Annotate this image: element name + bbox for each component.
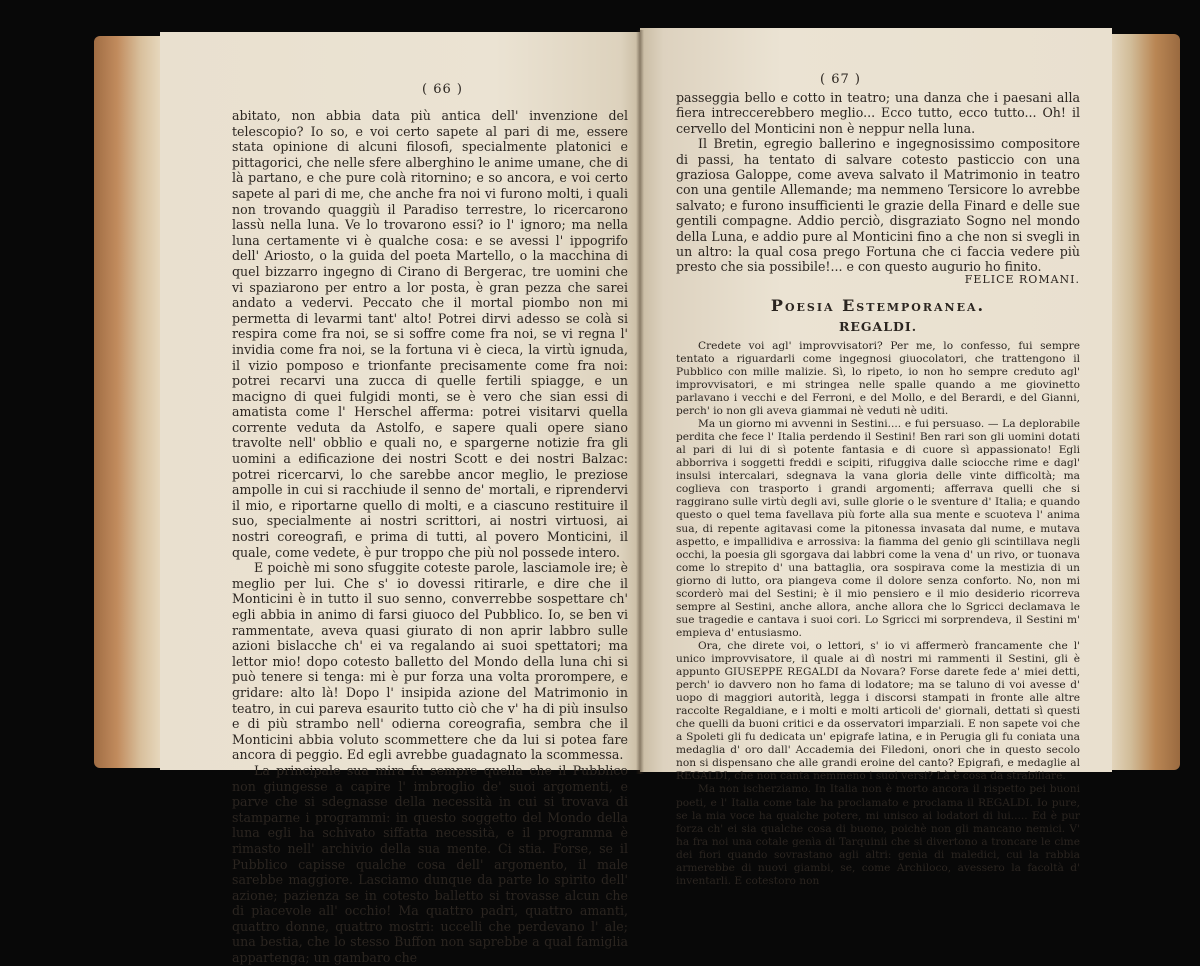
right-page-edges — [1110, 34, 1180, 770]
paragraph: Ora, che direte voi, o lettori, s' io vi affermerò francamente che l' unico improvvisatore, il quale ai dì nostri mi rammenti il Sestini, gli è appunto GIUSEPPE REGALDI da Novara? Forse darete fede a' miei detti, perch' io davvero non ho fama di lodatore; ma se taluno di voi avesse d' uopo di maggiori autorità, legga i discorsi stampati in fronte alle altre raccolte Regaldiane, e i molti e molti articoli de' giornali, dettati sì questi che quelli da buoni critici e da osservatori imparziali. E non sapete voi che a Spoleti gli fu dedicata un' epigrafe latina, e in Perugia gli fu coniata una medaglia d' oro dall' Accademia dei Filedoni, onori che in questo secolo non si dispensano che alle grandi eroine del canto? Epigrafi, e medaglie al REGALDI, che non canta nemmeno i suoi versi? Là è cosa da strabiliare. — [676, 639, 1080, 783]
paragraph: passeggia bello e cotto in teatro; una danza che i paesani alla fiera intreccerebbero meglio... Ecco tutto, ecco tutto... Oh! il cervello del Monticini non è neppur nella luna. — [676, 90, 1080, 136]
left-page-text — [232, 108, 628, 966]
paragraph: Ma un giorno mi avvenni in Sestini.... e fui persuaso. — La deplorabile perdita che fece l' Italia perdendo il Sestini! Ben rari son gli uomini dotati al pari di lui di sì potente fantasia e di cuore sì appassionato! Egli abborriva i soggetti freddi e scipiti, rifuggiva dalle sciocche rime e dagl' insulsi intercalari, sdegnava la vana gloria delle vinte difficoltà; ma coglieva con trasporto i grandi argomenti; afferrava quelli che si raggirano sulle virtù degli avi, sulle glorie o le sventure d' Italia; e quando questo o quel tema favellava più forte alla sua mente e scuoteva l' anima sua, di repente agitavasi come la pitonessa invasata dal nume, e mutava aspetto, e impallidiva e arrossiva: la fiamma del genio gli scintillava negli occhi, la poesia gli sgorgava dai labbri come la vena d' un rivo, or tuonava come lo strepito d' una battaglia, ora sospirava come la mestizia di un giorno di lutto, ora piangeva come il dolore senza conforto. No, non mi scorderò mai del Sestini; è il mio pensiero e il mio desiderio ricorreva sempre al Sestini, anche allora, anche allora che lo Sgricci declamava le sue tragedie e cantava i suoi cori. Lo Sgricci mi sorprendeva, il Sestini m' empieva d' entusiasmo. — [676, 418, 1080, 639]
paragraph: E poichè mi sono sfuggite coteste parole, lasciamole ire; è meglio per lui. Che s' io dovessi ritirarle, e dire che il Monticini è in tutto il suo senno, converrebbe sospettare ch' egli abbia in animo di farsi giuoco del Pubblico. Io, se ben vi rammentate, aveva quasi giurato di non aprir labbro sulle azioni bislacche ch' ei va regalando ai suoi spettatori; ma lettor mio! dopo cotesto balletto del Mondo della luna chi si può tenere si tenga: mi è pur forza una volta prorompere, e gridare: alto là! Dopo l' insipida azione del Matrimonio in teatro, in cui pareva esaurito tutto ciò che v' ha di più insulso e di più strambo nell' odierna coreografia, sembra che il Monticini abbia voluto scommettere che da lui si potea fare ancora di peggio. Ed egli avrebbe guadagnato la scommessa. — [232, 560, 628, 763]
paragraph: Il Bretin, egregio ballerino e ingegnosissimo compositore di passi, ha tentato di salvare cotesto pasticcio con una graziosa Galoppe, come aveva salvato il Matrimonio in teatro con una gentile Allemande; ma nemmeno Tersicore lo avrebbe salvato; e furono insufficienti le grazie della Finard e delle sue gentili compagne. Addio perciò, disgraziato Sogno nel mondo della Luna, e addio pure al Monticini fino a che non si svegli in un altro: la qual cosa prego Fortuna che ci faccia vedere più presto che sia possibile!... e con questo augurio ho finito. — [676, 136, 1080, 275]
right-page-text — [676, 90, 1080, 888]
open-book — [88, 22, 1188, 966]
section-title: Poesia Estemporanea. — [770, 295, 986, 315]
left-page — [160, 32, 640, 966]
page-number-left: ( 66 ) — [422, 82, 463, 97]
author-signature: FELICE ROMANI. — [964, 272, 1080, 286]
paragraph: Ma non ischerziamo. In Italia non è morto ancora il rispetto pei buoni poeti, e l' Italia come tale ha proclamato e proclama il REGALDI. Io pure, se la mia voce ha qualche potere, mi unisco ai lodatori di lui..... Ed è pur forza ch' ei sia qualche cosa di buono, poichè non gli mancano nemici. V' ha fra noi una cotale genìa di Tarquinii che si divertono a troncare le cime dei fiori quando sovrastano agli altri: genìa di maledici, cui la rabbia armerebbe di nuovi giambi, se, come Archiloco, avessero la facoltà d' inventarli. E cotestoro non — [676, 783, 1080, 887]
paragraph: abitato, non abbia data più antica dell' invenzione del telescopio? Io so, e voi certo sapete al pari di me, essere stata opinione di alcuni filosofi, specialmente platonici e pittagorici, che nelle sfere alberghino le anime umane, che di là partano, e che pure colà ritornino; e so ancora, e voi certo sapete al pari di me, che anche fra noi vi furono molti, i quali non trovando quaggiù il Paradiso terrestre, lo ricercarono lassù nella luna. Ve lo trovarono essi? io l' ignoro; ma nella luna certamente vi è qualche cosa: e se avessi l' ippogrifo dell' Ariosto, o la guida del poeta Martello, o la macchina di quel bizzarro ingegno di Cirano di Bergerac, tre uomini che vi spaziarono per entro a lor posta, è gran pezza che sarei andato a vedervi. Peccato che il mortal piombo non mi permetta di levarmi tant' alto! Potrei dirvi adesso se colà si respira come fra noi, se si soffre come fra noi, se vi regna l' invidia come fra noi, se la fortuna vi è cieca, la virtù ignuda, il vizio pomposo e trionfante precisamente come fra noi: potrei recarvi una zucca di quelle fertili spiagge, e un macigno di quei fulgidi monti, se è vero che sian essi di amatista come l' Herschel afferma: potrei visitarvi quella corrente veduta da Astolfo, e sapere quali opere siano travolte nell' obblio e quali no, e spargerne notizie fra gli uomini a edificazione dei nostri Scott e dei nostri Balzac: potrei ricercarvi, lo che sarebbe ancor meglio, le preziose ampolle in cui si racchiude il senno de' mortali, e riprendervi il mio, e riportarne quello di molti, e a ciascuno restituire il suo, specialmente ai nostri scrittori, ai nostri virtuosi, ai nostri coreografi, e prima di tutti, al povero Monticini, il quale, come vedete, è pur troppo che più nol possede intero. — [232, 108, 628, 560]
left-page-edges — [94, 36, 160, 768]
paragraph: La principale sua mira fu sempre quella che il Pubblico non giungesse a capire l' imbroglio de' suoi argomenti, e parve che si sdegnasse della necessità in cui si trovava di stamparne i programmi: in questo soggetto del Mondo della luna egli ha schivato siffatta necessità, e il programma è rimasto nell' archivio della sua mente. Ci stia. Forse, se il Pubblico capisse qualche cosa dell' argomento, il male sarebbe maggiore. Lasciamo dunque da parte lo spirito dell' azione; pazienza se in cotesto balletto si trovasse alcun che di piacevole all' occhio! Ma quattro padri, quattro amanti, quattro donne, quattro mostri: uccelli che perdevano l' ale; una bestia, che lo stesso Buffon non saprebbe a qual famiglia appartenga; un gambaro che — [232, 762, 628, 966]
page-number-right: ( 67 ) — [820, 72, 861, 87]
book-gutter — [636, 30, 644, 774]
paragraph: Credete voi agl' improvvisatori? Per me, lo confesso, fui sempre tentato a riguardarli come ingegnosi giuocolatori, che trattengono il Pubblico con mille malizie. Sì, lo ripeto, io non ho sempre creduto agl' improvvisatori, e mi stringea nelle spalle quando a me giovinetto parlavano i vecchi e del Ferroni, e del Mollo, e del Berardi, e del Gianni, perch' io non gli aveva giammai nè veduti nè uditi. — [676, 339, 1080, 418]
article-subtitle: REGALDI. — [838, 318, 918, 334]
right-page — [640, 28, 1112, 887]
